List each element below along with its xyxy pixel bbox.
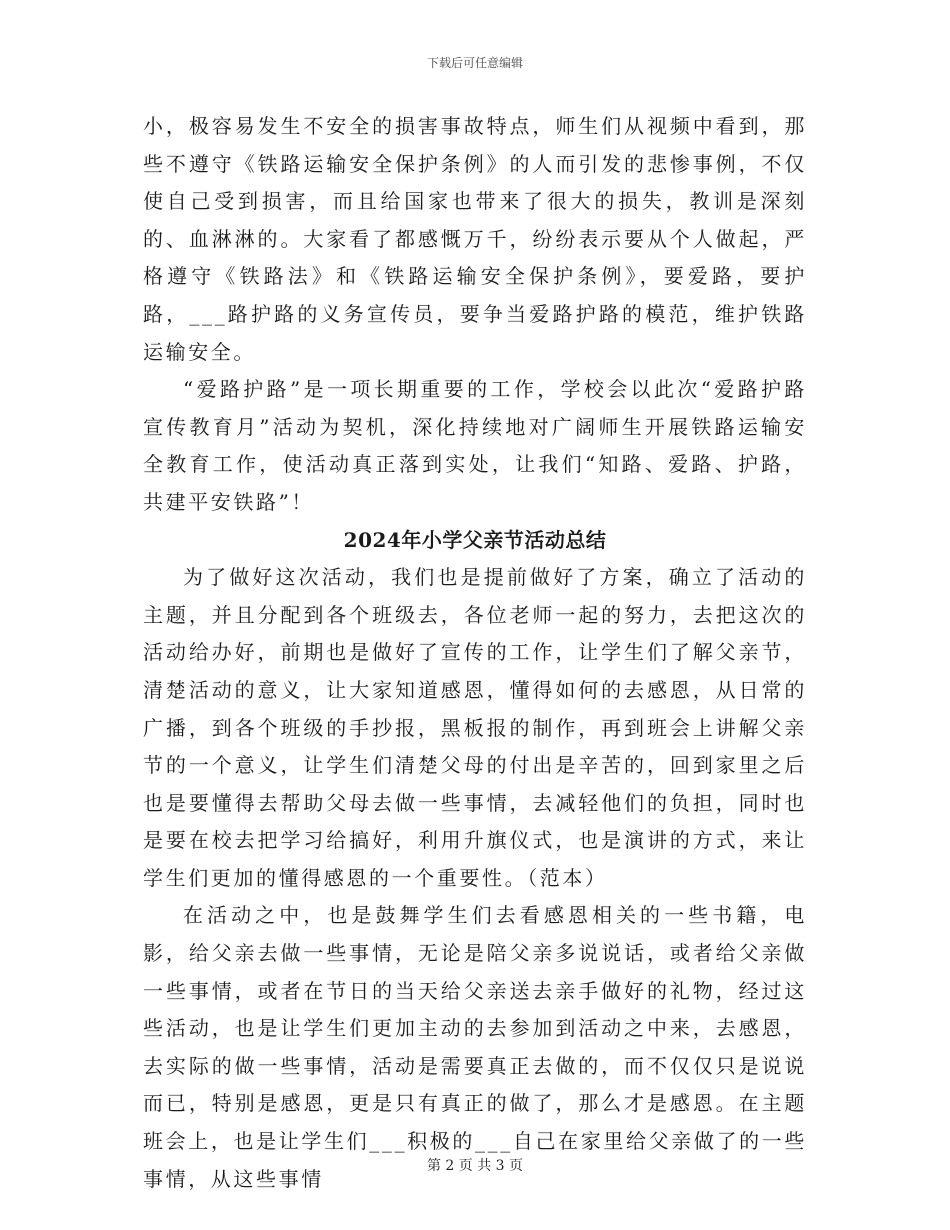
page-header-note: 下载后可任意编辑	[426, 56, 523, 70]
paragraph-continuation: 小，极容易发生不安全的损害事故特点，师生们从视频中看到，那些不遵守《铁路运输安全保护条例》的人而引发的悲惨事例，不仅使自己受到损害，而且给国家也带来了很大的损失，教训是深刻的、血淋淋的。大家看了都感慨万千，纷纷表示要从个人做起，严格遵守《铁路法》和《铁路运输安全保护条例》，要爱路，要护路，___路护路的义务宣传员，要争当爱路护路的模范，维护铁路运输安全。	[143, 114, 807, 364]
section-title: 2024年小学父亲节活动总结	[343, 527, 607, 552]
document-body	[143, 108, 807, 1198]
paragraph-preparation: 为了做好这次活动，我们也是提前做好了方案，确立了活动的主题，并且分配到各个班级去，各位老师一起的努力，去把这次的活动给办好，前期也是做好了宣传的工作，让学生们了解父亲节，清楚活动的意义，让大家知道感恩，懂得如何的去感恩，从日常的广播，到各个班级的手抄报，黑板报的制作，再到班会上讲解父亲节的一个意义，让学生们清楚父母的付出是辛苦的，回到家里之后也是要懂得去帮助父母去做一些事情，去减轻他们的负担，同时也是要在校去把学习给搞好，利用升旗仪式，也是演讲的方式，来让学生们更加的懂得感恩的一个重要性。（范本）	[143, 565, 807, 890]
paragraph-activities: 在活动之中，也是鼓舞学生们去看感恩相关的一些书籍，电影，给父亲去做一些事情，无论是陪父亲多说说话，或者给父亲做一些事情，或者在节日的当天给父亲送去亲手做好的礼物，经过这些活动，也是让学生们更加主动的去参加到活动之中来，去感恩，去实际的做一些事情，活动是需要真正去做的，而不仅仅只是说说而已，特别是感恩，更是只有真正的做了，那么才是感恩。在主题班会上，也是让学生们___积极的___自己在家里给父亲做了的一些事情，从这些事情	[143, 903, 807, 1191]
paragraph-closing: “爱路护路”是一项长期重要的工作，学校会以此次“爱路护路宣传教育月”活动为契机，深化持续地对广阔师生开展铁路运输安全教育工作，使活动真正落到实处，让我们“知路、爱路、护路，共建平安铁路”！	[143, 377, 807, 514]
page-number: 第 2 页 共 3 页	[426, 1158, 524, 1174]
